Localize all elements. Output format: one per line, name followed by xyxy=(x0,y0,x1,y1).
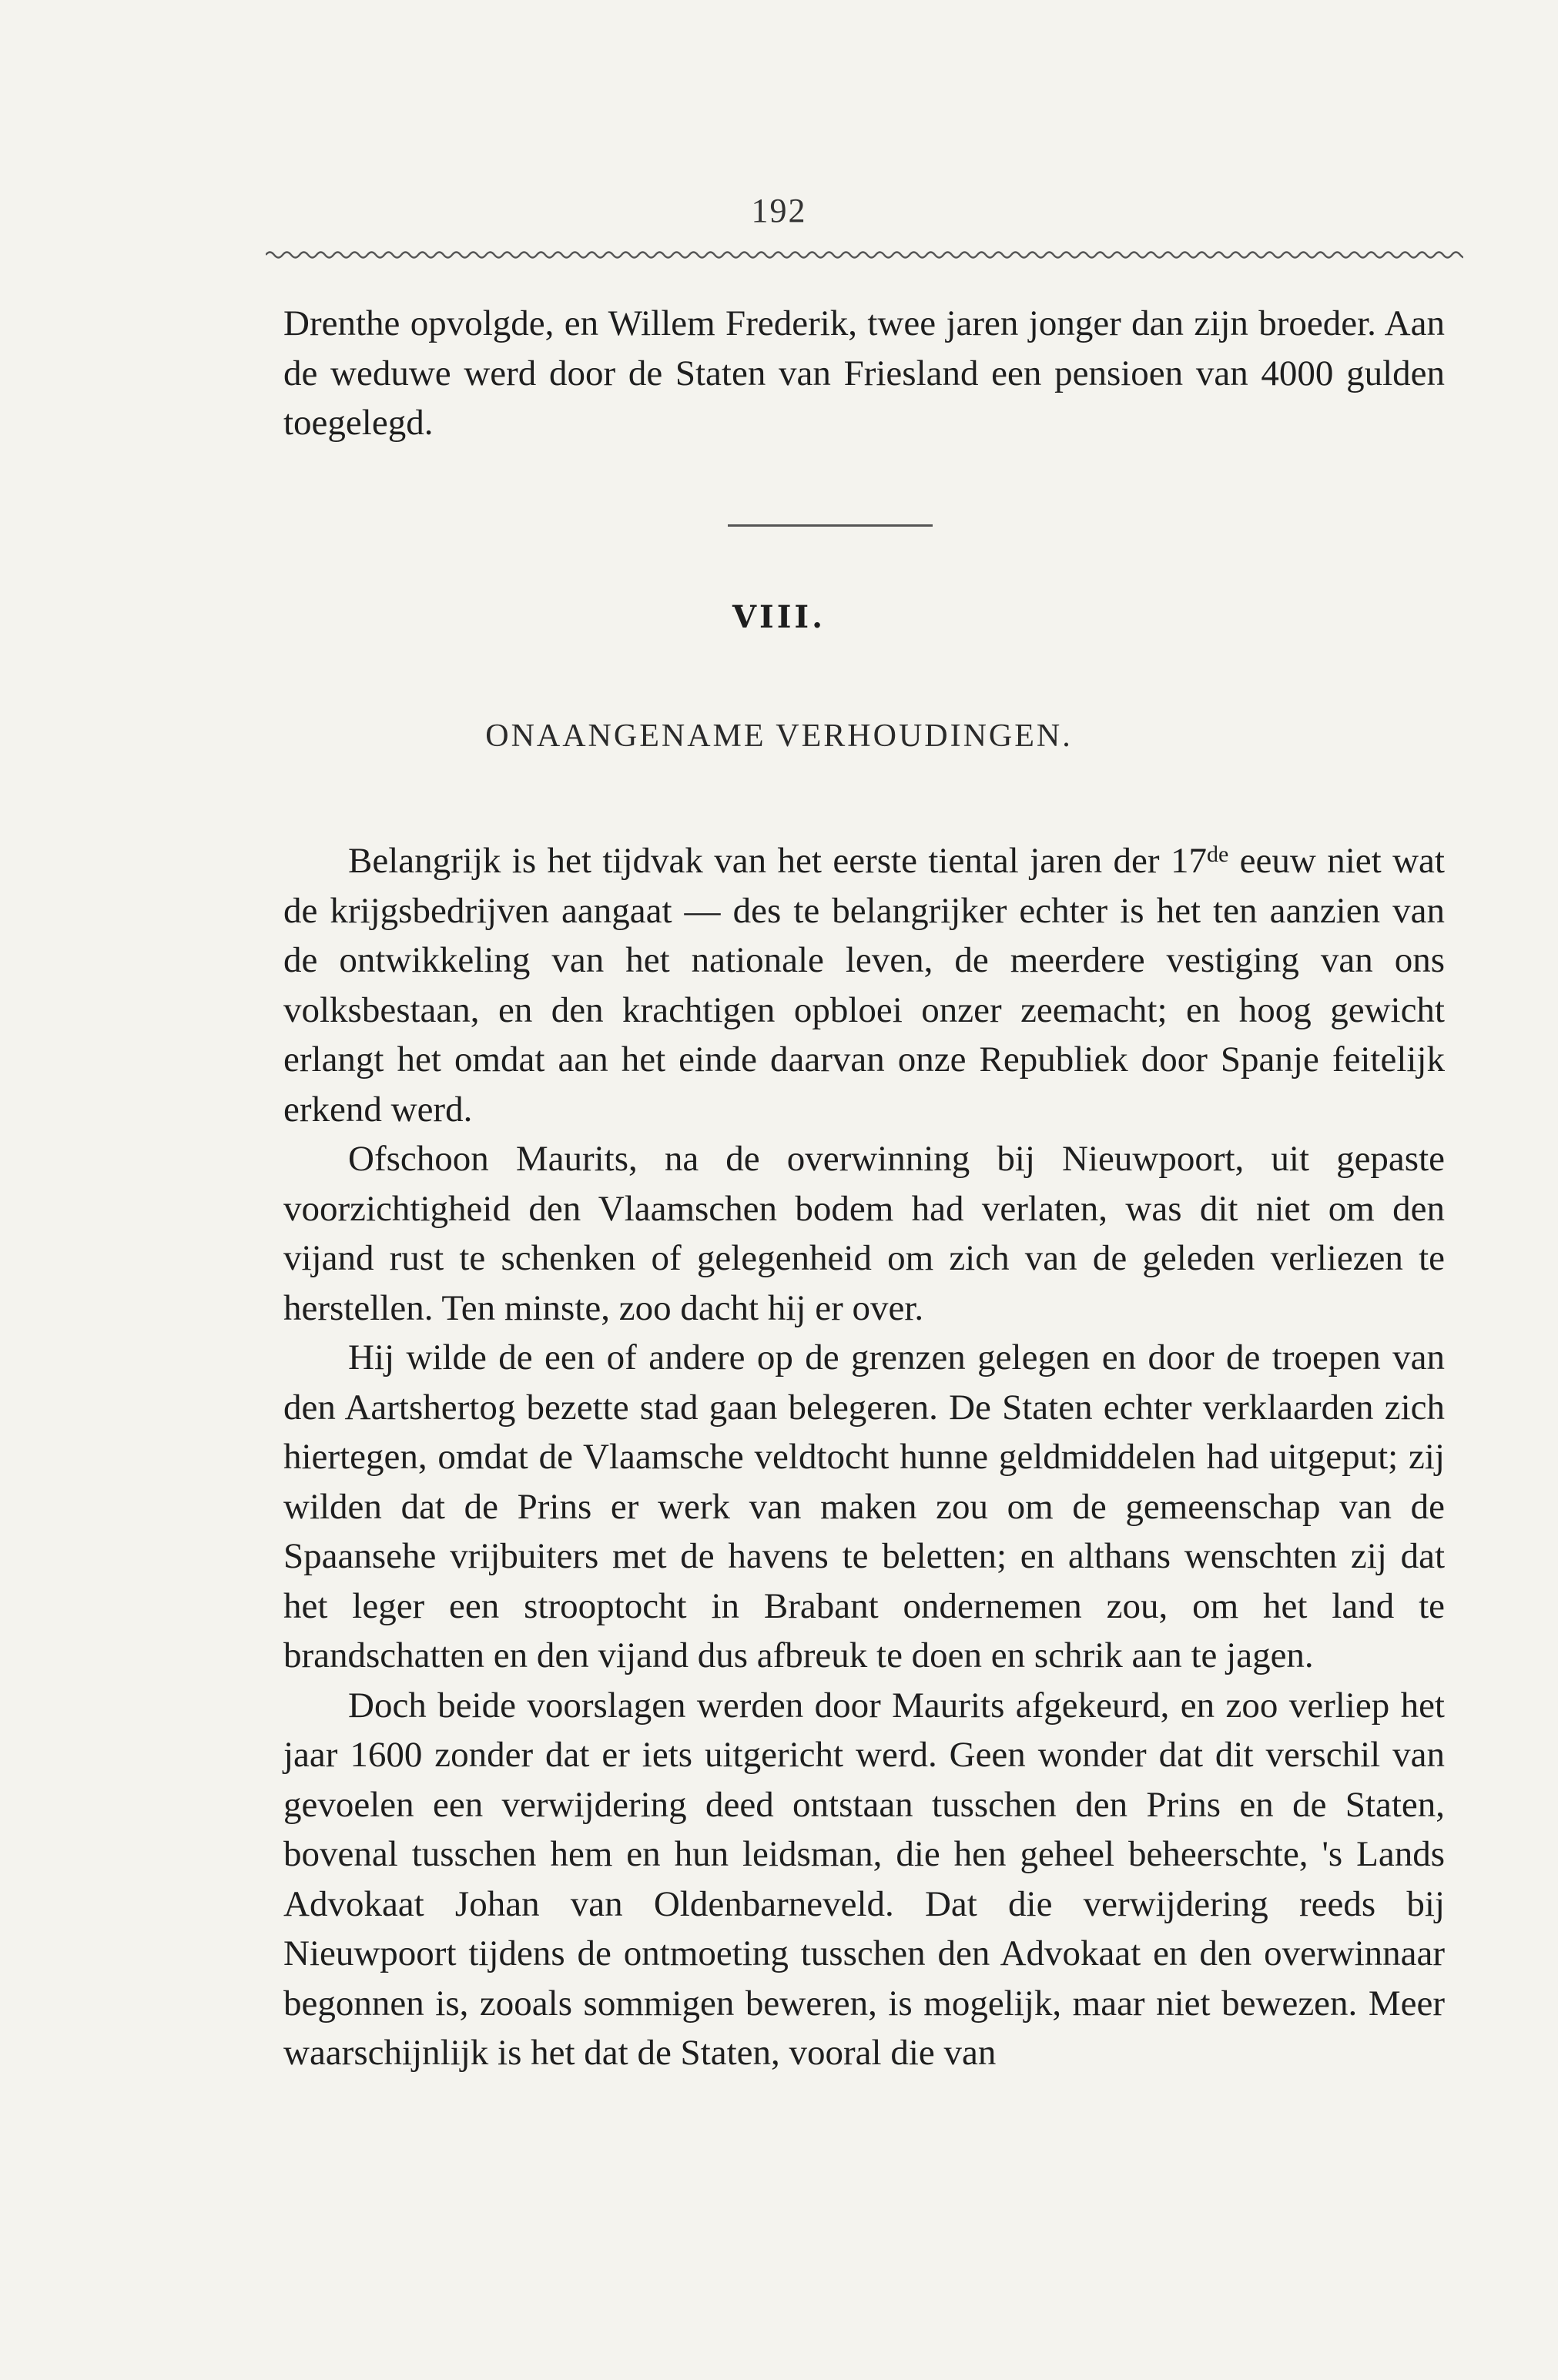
intro-paragraph xyxy=(283,299,1445,448)
chapter-title: ONAANGENAME VERHOUDINGEN. xyxy=(485,718,1073,754)
superscript-de: de xyxy=(1206,842,1229,867)
paragraph-1-rest: eeuw niet wat de krijgsbedrijven aangaat — des te belangrijker echter is het ten aanzien van de ontwikkeling van het nationale leven, de meerdere vestiging van ons volksbestaan, en den krachtigen opbloei onzer zeemacht; en hoog gewicht erlangt het omdat aan het einde daarvan onze Republiek door Spanje feitelijk erkend werd. xyxy=(283,841,1445,1130)
wavy-header-rule xyxy=(266,245,1463,265)
page-number: 192 xyxy=(751,192,807,229)
paragraph-4: Doch beide voorslagen werden door Maurits afgekeurd, en zoo verliep het jaar 1600 zonder dat er iets uitgericht werd. Geen wonder dat dit verschil van gevoelen een verwijdering deed ontstaan tusschen den Prins en de Staten, bovenal tusschen hem en hun leidsman, die hen geheel beheerschte, 's Lands Advokaat Johan van Oldenbarneveld. Dat die verwijdering reeds bij Nieuwpoort tijdens de ontmoeting tusschen den Advokaat en den overwinnaar begonnen is, zooals sommigen beweren, is mogelijk, maar niet bewezen. Meer waarschijnlijk is het dat de Staten, vooral die van xyxy=(283,1685,1445,2073)
chapter-number: VIII. xyxy=(732,599,826,635)
section-divider xyxy=(728,524,933,527)
paragraph-2: Ofschoon Maurits, na de overwinning bij Nieuwpoort, uit gepaste voorzichtigheid den Vlaamschen bodem had verlaten, was dit niet om den vijand rust te schenken of gelegenheid om zich van de geleden verliezen te herstellen. Ten minste, zoo dacht hij er over. xyxy=(283,1139,1445,1328)
intro-text: Drenthe opvolgde, en Willem Frederik, twee jaren jonger dan zijn broeder. Aan de weduwe werd door de Staten van Friesland een pensioen van 4000 gulden toegelegd. xyxy=(283,303,1445,443)
chapter-body xyxy=(283,836,1445,2078)
paragraph-1 xyxy=(283,836,1445,1134)
paragraph-1-lead: Belangrijk is het tijdvak van het eerste tiental jaren der 17 xyxy=(348,841,1207,881)
paragraph-3: Hij wilde de een of andere op de grenzen gelegen en door de troepen van den Aartshertog bezette stad gaan belegeren. De Staten echter verklaarden zich hiertegen, omdat de Vlaamsche veldtocht hunne geldmiddelen had uitgeput; zij wilden dat de Prins er werk van maken zou om de gemeenschap van de Spaansehe vrijbuiters met de havens te beletten; en althans wenschten zij dat het leger een strooptocht in Brabant ondernemen zou, om het land te brandschatten en den vijand dus afbreuk te doen en schrik aan te jagen. xyxy=(283,1337,1445,1675)
